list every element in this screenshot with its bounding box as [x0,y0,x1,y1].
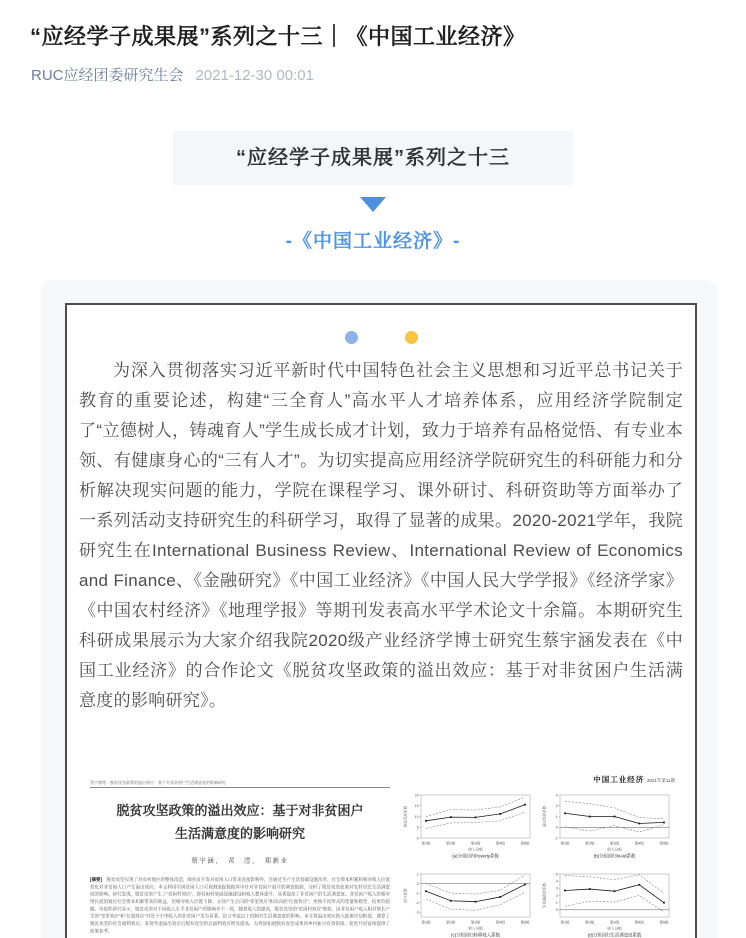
paper-abstract: [摘要] 脱贫攻坚实现了对农村地区的整体改造，除扶贫开发对贫困人口带来直接影响外，还通过生产生活基础设施改善、社会资本积累和相对收入位置变化对非贫困人口产生溢出效应。本文利用中国贫困人口可观测追踪数据库中针对非贫困户展开的调查数据，分析了脱贫攻坚政策对农村居民生活满意度的影响。研究发现，脱贫攻坚产生了“贫困村效应”，即贫困村基础设施建设和收入整体提升，显著提高了非贫困户的生活满意度；非贫困户收入的相对增长抵消通过社会资本积累带来的收益，但相对收入位置下降，分别产生正向的“邻里效应”和负向的“位置效应”，更换不同形式的变量和模型，结果均稳健。异质性研究显示，脱贫攻坚对不同收入水平非贫困户的影响并不一致，随着收入的提高，脱贫攻坚的“贫困村效应”增加，因非贫困户收入相对增长产生的“邻里效应”和“位置效应”对处于中等收入的非贫困户更为显著。综合考虑以上机制对生活满意度的影响，本文将溢出效应纳入政策评估框架，测算了脱贫攻坚的社会福利效应，发现考虑溢出效应后脱贫攻坚的总福利效应明显提高，为巩固拓展脱贫攻坚成果同乡村振兴有效衔接、促进共同富裕提供了政策参考。 [90,876,390,933]
paper-first-page [90,744,390,938]
svg-text:1: 1 [416,872,419,877]
paper-chart-c [401,871,534,938]
svg-text:估计系数: 估计系数 [403,888,408,903]
svg-text:第2组: 第2组 [585,920,595,925]
svg-text:2: 2 [555,804,558,809]
paper-chart-b [540,792,673,867]
content-section [41,280,718,938]
decorative-dots [77,305,685,344]
svg-text:第2组: 第2组 [585,841,595,846]
svg-text:-1: -1 [554,836,558,841]
svg-text:-2: -2 [415,900,419,905]
svg-text:1: 1 [555,900,558,905]
svg-text:第1组: 第1组 [421,841,431,846]
svg-text:脱贫效应系数: 脱贫效应系数 [403,805,408,828]
byline [31,64,314,85]
banner-subheading: -《中国工业经济》- [285,231,461,252]
publish-date: 2021-12-30 00:01 [195,67,314,84]
svg-text:第4组: 第4组 [634,841,644,846]
svg-text:10: 10 [414,814,419,819]
svg-text:2: 2 [555,893,558,898]
svg-text:第5组: 第5组 [520,841,530,846]
svg-text:第5组: 第5组 [659,841,669,846]
svg-text:4: 4 [555,879,558,884]
svg-text:收入分组: 收入分组 [468,926,483,931]
svg-text:0: 0 [416,881,419,886]
svg-text:第4组: 第4组 [495,920,505,925]
svg-text:-1: -1 [415,891,419,896]
svg-text:生活满意度系数: 生活满意度系数 [542,882,547,909]
down-triangle-icon [360,197,386,212]
intro-paragraph: 为深入贯彻落实习近平新时代中国特色社会主义思想和习近平总书记关于教育的重要论述，构建“三全育人”高水平人才培养体系，应用经济学院制定了“立德树人，铸魂育人”学生成长成才计划，致力于培养有品格觉悟、有专业本领、有健康身心的“三有人才”。为切实提高应用经济学院研究生的科研能力和分析解决现实问题的能力，学院在课程学习、课外研讨、科研资助等方面举办了一系列活动支持研究生的科研学习，取得了显著的成果。2020-2021学年，我院研究生在International Business Review、International Review of Economics and Finance、《金融研究》《中国工业经济》《中国人民大学学报》《经济学家》《中国农村经济》《地理学报》等期刊发表高水平学术论文十余篇。本期研究生科研成果展示为大家介绍我院2020级产业经济学博士研究生蔡宇涵发表在《中国工业经济》的合作论文《脱贫攻坚政策的溢出效应：基于对非贫困户生活满意度的影响研究》。 [79,361,683,710]
svg-text:0: 0 [416,836,419,841]
paper-running-head: 蔡宇涵等：脱贫攻坚政策的溢出效应：基于对非贫困户生活满意度的影响研究 [90,780,226,785]
svg-text:-3: -3 [415,910,419,915]
svg-text:20: 20 [414,793,419,798]
svg-text:1: 1 [555,814,558,819]
paper-chart-a [401,792,534,867]
running-head-rule [90,787,390,788]
svg-text:(c)分组回归转移收入系数: (c)分组回归转移收入系数 [450,932,501,938]
svg-text:溢出效应系数: 溢出效应系数 [542,805,547,828]
svg-text:(d)分组回归生活满意度系数: (d)分组回归生活满意度系数 [587,932,642,938]
journal-issue: 2021年第11期 [646,778,675,783]
paper-image[interactable] [77,744,685,938]
yellow-dot-icon [405,331,418,344]
journal-name: 中国工业经济 [593,776,645,784]
svg-text:第3组: 第3组 [609,920,620,925]
svg-text:3: 3 [555,793,558,798]
blue-dot-icon [345,331,358,344]
svg-text:(a)分组回归Poverty系数: (a)分组回归Poverty系数 [452,853,499,859]
account-link[interactable]: RUC应经团委研究生会 [31,67,184,84]
svg-text:第2组: 第2组 [446,841,456,846]
paper-authors: 蔡宇涵， 黄 滢， 郑新业 [191,856,289,864]
svg-text:(b)分组回归lnAid系数: (b)分组回归lnAid系数 [593,853,636,859]
svg-text:第1组: 第1组 [560,920,570,925]
svg-text:3: 3 [555,886,558,891]
paper-second-page [401,744,673,938]
svg-text:5: 5 [416,825,419,830]
paper-charts-grid [401,792,673,938]
svg-text:收入分组: 收入分组 [468,847,483,852]
article-title: “应经学子成果展”系列之十三｜《中国工业经济》 [30,24,526,49]
svg-text:15: 15 [414,804,419,809]
svg-text:第3组: 第3组 [609,841,620,846]
svg-text:0: 0 [555,908,558,913]
svg-text:第3组: 第3组 [470,841,481,846]
svg-text:第2组: 第2组 [446,920,456,925]
svg-text:5: 5 [555,872,558,877]
svg-text:第4组: 第4组 [495,841,505,846]
svg-text:第4组: 第4组 [634,920,644,925]
paper-chart-d [540,871,673,938]
svg-text:第3组: 第3组 [470,920,481,925]
svg-text:第5组: 第5组 [520,920,530,925]
svg-text:0: 0 [555,825,558,830]
content-card [65,303,697,938]
abstract-label: [摘要] [90,876,107,882]
banner-heading: “应经学子成果展”系列之十三 [173,131,573,185]
svg-text:收入分组: 收入分组 [607,926,622,931]
svg-text:第5组: 第5组 [659,920,669,925]
svg-text:第1组: 第1组 [560,841,570,846]
journal-header [403,774,677,785]
svg-text:第1组: 第1组 [421,920,431,925]
paper-title: 脱贫攻坚政策的溢出效应：基于对非贫困户 生活满意度的影响研究 [116,803,364,841]
svg-text:收入分组: 收入分组 [607,847,622,852]
